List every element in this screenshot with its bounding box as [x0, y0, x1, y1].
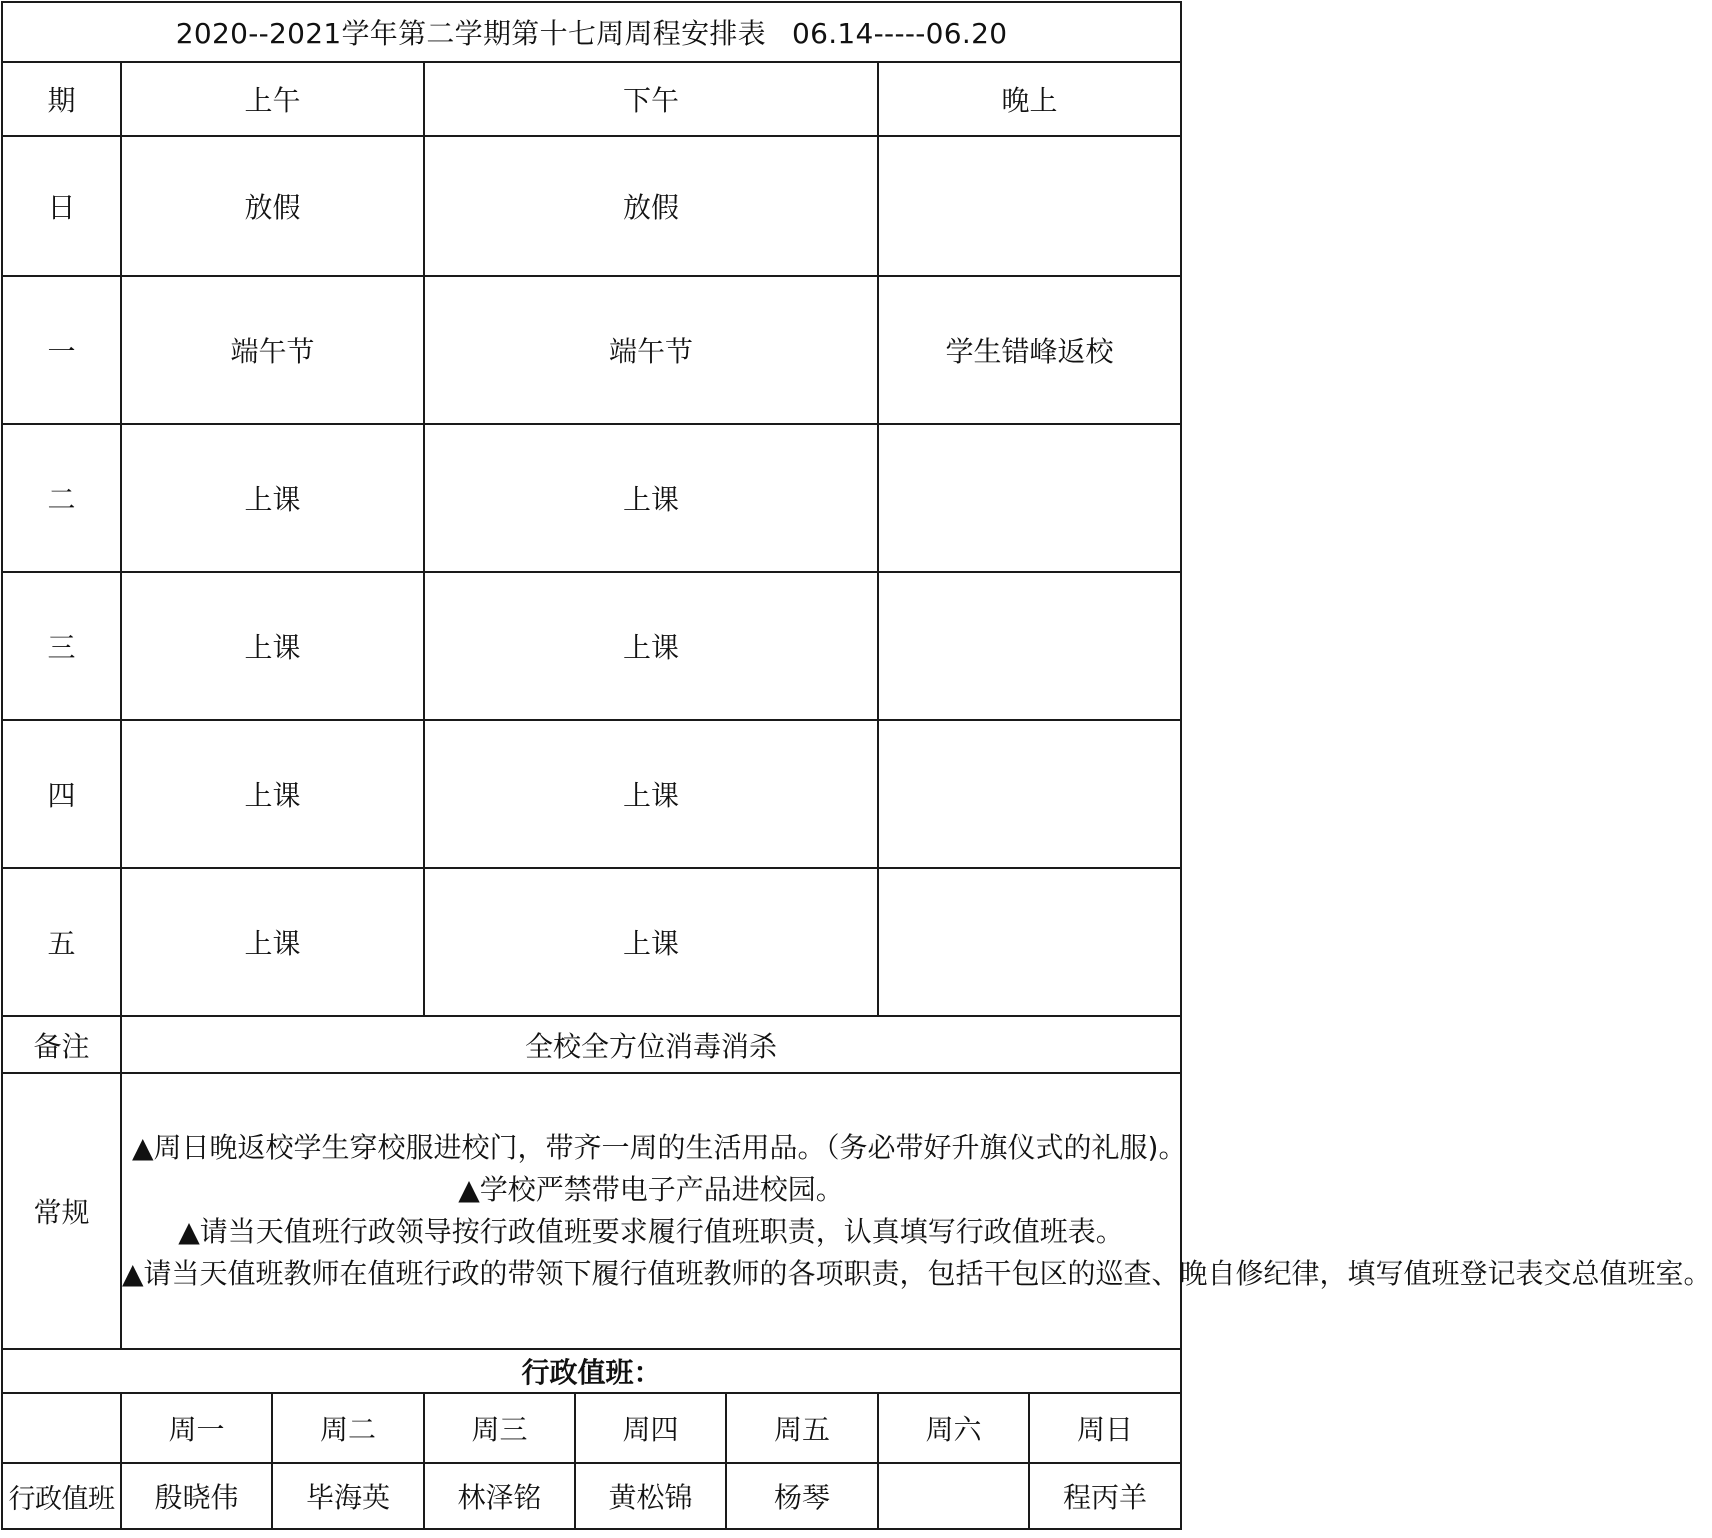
duty-name: 殷晓伟	[121, 1463, 272, 1529]
duty-day-header: 周四	[575, 1393, 726, 1463]
routine-label: 常规	[2, 1073, 121, 1349]
routine-list	[121, 1073, 1712, 1349]
duty-day-header: 周一	[121, 1393, 272, 1463]
duty-name: 黄松锦	[575, 1463, 726, 1529]
duty-row-label: 行政值班	[2, 1463, 121, 1529]
evening-cell	[878, 424, 1181, 572]
duty-days-row	[2, 1393, 1181, 1463]
schedule-row-sunday	[2, 136, 1181, 276]
evening-cell: 学生错峰返校	[878, 276, 1181, 424]
duty-name: 毕海英	[272, 1463, 424, 1529]
duty-title-row	[2, 1349, 1181, 1393]
routine-item: ▲学校严禁带电子产品进校园。	[458, 1173, 844, 1206]
date-range: 06.14-----06.20	[791, 17, 1008, 50]
morning-cell: 上课	[121, 424, 424, 572]
morning-cell: 端午节	[121, 276, 424, 424]
day-label: 二	[2, 424, 121, 572]
day-label: 日	[2, 136, 121, 276]
day-label: 一	[2, 276, 121, 424]
duty-name: 程丙羊	[1029, 1463, 1181, 1529]
evening-cell	[878, 572, 1181, 720]
morning-cell: 上课	[121, 720, 424, 868]
morning-cell: 上课	[121, 572, 424, 720]
notes-label: 备注	[2, 1016, 121, 1073]
schedule-row-thursday	[2, 720, 1181, 868]
duty-title: 行政值班：	[2, 1349, 1181, 1393]
day-label: 四	[2, 720, 121, 868]
routine-row	[2, 1073, 1181, 1349]
notes-text: 全校全方位消毒消杀	[121, 1016, 1181, 1073]
duty-day-header: 周五	[726, 1393, 878, 1463]
duty-day-header: 周日	[1029, 1393, 1181, 1463]
title-row	[2, 2, 1181, 62]
duty-corner-cell	[2, 1393, 121, 1463]
afternoon-cell: 端午节	[424, 276, 878, 424]
header-afternoon: 下午	[424, 62, 878, 136]
routine-item: ▲周日晚返校学生穿校服进校门，带齐一周的生活用品。（务必带好升旗仪式的礼服)。	[132, 1131, 1187, 1164]
afternoon-cell: 上课	[424, 572, 878, 720]
routine-item: ▲请当天值班教师在值班行政的带领下履行值班教师的各项职责，包括干包区的巡查、晚自修纪律，填写值班登记表交总值班室。	[122, 1257, 1712, 1290]
day-label: 五	[2, 868, 121, 1016]
page-title	[2, 2, 1181, 62]
duty-name	[878, 1463, 1029, 1529]
duty-names-row	[2, 1463, 1181, 1529]
notes-row	[2, 1016, 1181, 1073]
header-morning: 上午	[121, 62, 424, 136]
evening-cell	[878, 868, 1181, 1016]
evening-cell	[878, 136, 1181, 276]
header-period: 期	[2, 62, 121, 136]
morning-cell: 放假	[121, 136, 424, 276]
routine-item: ▲请当天值班行政领导按行政值班要求履行值班职责，认真填写行政值班表。	[178, 1215, 1124, 1248]
day-label: 三	[2, 572, 121, 720]
duty-name: 林泽铭	[424, 1463, 575, 1529]
afternoon-cell: 放假	[424, 136, 878, 276]
schedule-row-friday	[2, 868, 1181, 1016]
duty-day-header: 周二	[272, 1393, 424, 1463]
weekly-schedule-table	[1, 1, 1712, 1530]
morning-cell: 上课	[121, 868, 424, 1016]
schedule-row-wednesday	[2, 572, 1181, 720]
schedule-row-monday	[2, 276, 1181, 424]
header-evening: 晚上	[878, 62, 1181, 136]
header-row	[2, 62, 1181, 136]
duty-day-header: 周三	[424, 1393, 575, 1463]
afternoon-cell: 上课	[424, 424, 878, 572]
schedule-row-tuesday	[2, 424, 1181, 572]
duty-name: 杨琴	[726, 1463, 878, 1529]
duty-day-header: 周六	[878, 1393, 1029, 1463]
title-text: 2020--2021学年第二学期第十七周周程安排表	[175, 17, 766, 50]
evening-cell	[878, 720, 1181, 868]
afternoon-cell: 上课	[424, 868, 878, 1016]
afternoon-cell: 上课	[424, 720, 878, 868]
